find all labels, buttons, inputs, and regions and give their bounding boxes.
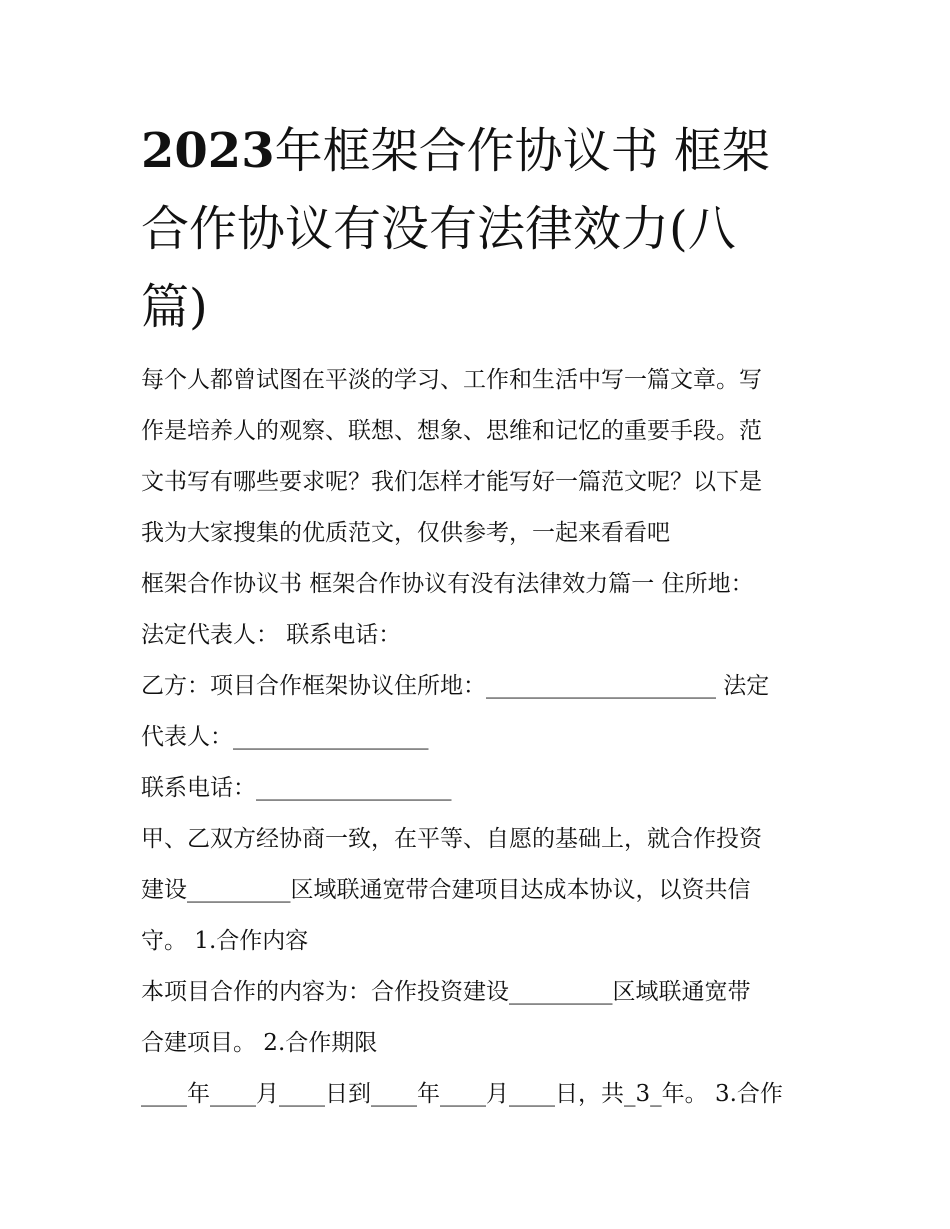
field-line: 法定代表人： 联系电话： [141,622,402,648]
section-heading: 框架合作协议书 框架合作协议有没有法律效力篇一 住所地： [141,571,754,597]
term-line: ____年____月____日到____年____月____日，共_3_年。 3.合作 [141,1081,783,1107]
party-fields [141,610,821,814]
intro-paragraph [141,355,821,559]
title-year: 2023 [141,123,275,179]
agreement-line: 守。 1.合作内容 [141,928,309,954]
intro-line: 文书写有哪些要求呢？我们怎样才能写好一篇范文呢？以下是 [141,469,762,495]
document-body [141,355,821,1120]
content-line: 本项目合作的内容为：合作投资建设_________区域联通宽带 [141,979,751,1005]
title-line2: 合作协议有没有法律效力(八 [141,201,736,257]
agreement-line: 建设_________区域联通宽带合建项目达成本协议，以资共信 [141,877,751,903]
field-line: 乙方：项目合作框架协议住所地：____________________ 法定 [141,673,770,699]
term-paragraph [141,1069,821,1120]
intro-line: 作是培养人的观察、联想、想象、思维和记忆的重要手段。范 [141,418,762,444]
agreement-paragraph [141,814,821,967]
content-paragraph [141,967,821,1069]
title-line1-rest: 年框架合作协议书 框架 [274,123,770,179]
intro-line: 每个人都曾试图在平淡的学习、工作和生活中写一篇文章。写 [141,367,762,393]
field-line: 代表人：_________________ [141,724,429,750]
field-line: 联系电话：_________________ [141,775,452,801]
document-title [141,112,821,346]
intro-line: 我为大家搜集的优质范文，仅供参考，一起来看看吧 [141,520,670,546]
content-line: 合建项目。 2.合作期限 [141,1030,378,1056]
agreement-line: 甲、乙双方经协商一致，在平等、自愿的基础上，就合作投资 [141,826,762,852]
title-line3: 篇) [141,279,208,335]
